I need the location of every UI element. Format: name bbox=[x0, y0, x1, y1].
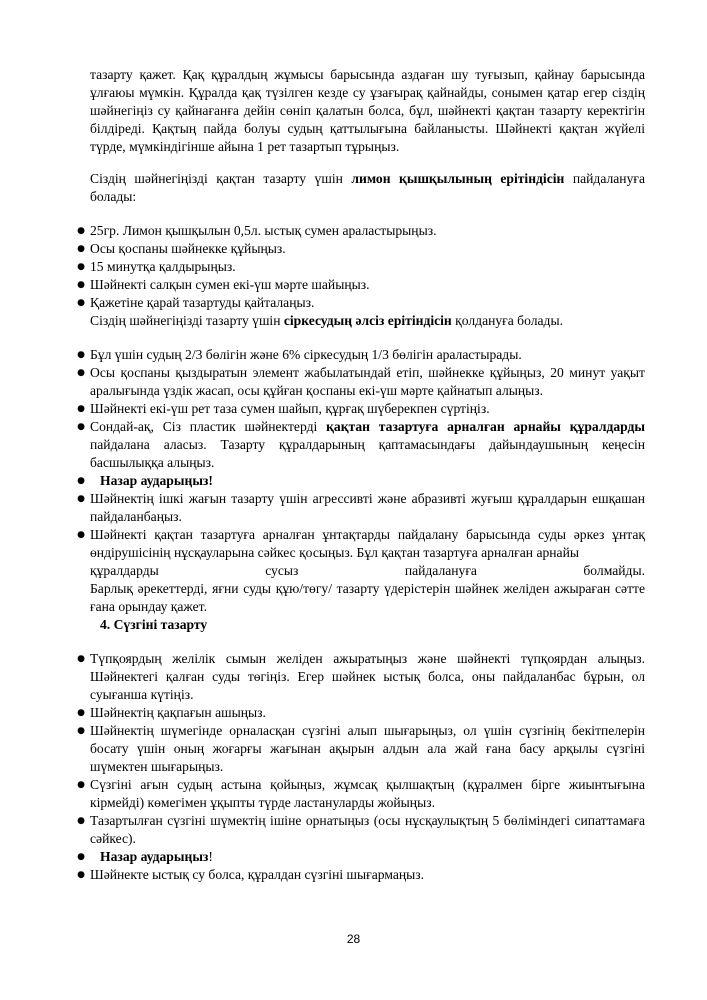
list-item: ● Сондай-ақ, Сіз пластик шәйнектерді қақтан тазартуға арналған арнайы құралдарды пайдалана аласыз. Тазарту құралдарының қаптамасындағы дайындаушының кеңесін басшылыққа алыңыз. bbox=[77, 419, 645, 470]
list-item: ● Тазартылған сүзгіні шүмектің ішіне орнатыңыз (осы нұсқаулықтың 5 бөліміндегі сипаттамаға сәйкес). bbox=[77, 813, 645, 846]
citric-steps-list bbox=[77, 222, 645, 312]
bullet-icon: ● bbox=[77, 404, 85, 414]
bullet-icon: ● bbox=[77, 298, 85, 308]
list-item: ● Түпқоярдың желілік сымын желіден ажыратыңыз және шәйнекті түпқоярдан алыңыз. Шәйнектегі қалған суды төгіңіз. Егер шәйнек ыстық болса, оны пайдаланбас бұрын, ол суығанша күтіңіз. bbox=[77, 651, 645, 702]
list-item: ● Бұл үшін судың 2/3 бөлігін және 6% сіркесудың 1/3 бөлігін араластырады. bbox=[77, 347, 522, 362]
list-item: ● Шәйнекті қақтан тазартуға арналған ұнтақтарды пайдалану барысында суды әркез ұнтақ өндірушісінің нұсқауларына сәйкес қосыңыз. Бұл қақтан тазартуға арналған арнайы құралдарды сусыз пайдалануға болмайды. Барлық әрекеттерді, яғни суды құю/төгу/ тазарту үдерістерін шәйнек желіден ажыраған сәтте ғана орындау қажет. bbox=[77, 527, 645, 614]
bullet-icon: ● bbox=[77, 244, 85, 254]
list-item: ● Қажетіне қарай тазартуды қайталаңыз. bbox=[77, 295, 315, 310]
list-item: ● 15 минутқа қалдырыңыз. bbox=[77, 259, 236, 274]
bullet-icon: ● bbox=[77, 780, 85, 790]
list-item: ● Осы қоспаны шәйнекке құйыңыз. bbox=[77, 241, 286, 256]
list-item: ● Сүзгіні ағын судың астына қойыңыз, жұмсақ қылшақтың (құралмен бірге жиынтығына кірмейді) көмегімен ұқыпты түрде ластануларды жойыңыз. bbox=[77, 777, 645, 810]
vinegar-intro: Сіздің шәйнегіңізді тазарту үшін сіркесудың әлсіз ерітіндісін қолдануға болады. bbox=[90, 313, 563, 328]
bullet-icon: ● bbox=[77, 870, 85, 880]
bullet-icon: ● bbox=[77, 368, 85, 378]
bullet-icon: ● bbox=[77, 852, 85, 862]
section-4-heading: 4. Сүзгіні тазарту bbox=[100, 617, 208, 632]
vinegar-steps-list bbox=[77, 346, 645, 616]
vinegar-term: сіркесудың әлсіз ерітіндісін bbox=[283, 313, 452, 328]
attention-label: Назар аударыңыз bbox=[100, 849, 209, 864]
bullet-icon: ● bbox=[77, 530, 85, 540]
attention-label: Назар аударыңыз! bbox=[100, 473, 213, 488]
intro-paragraph: тазарту қажет. Қақ құралдың жұмысы барысында аздаған шу туғызып, қайнау барысында ұлғаюы мүмкін. Құралда қақ түзілген кезде су ұзағырақ қайнайды, сонымен қатар егер сіздің шәйнегіңіз су қайнағанға дейін сөніп қалатын болса, бұл, шәйнекті қақтан тазарту керектігін білдіреді. Қақтың пайда болуы судың қаттылығына байланысты. Шәйнекті қақтан жүйелі түрде, мүмкіндігінше айына 1 рет тазартып тұрыңыз. bbox=[90, 67, 645, 154]
list-item: ● 25гр. Лимон қышқылын 0,5л. ыстық сумен араластырыңыз. bbox=[77, 223, 437, 238]
list-item: ● Осы қоспаны қыздыратын элемент жабылатындай етіп, шәйнекке құйыңыз, 20 минут уақыт аралығында үздік жасап, осы құйған қоспаны екі-үш мәрте қайнатып алыңыз. bbox=[77, 365, 645, 398]
citric-acid-term: лимон қышқылының ерітіндісін bbox=[351, 171, 565, 186]
citric-acid-intro: Сіздің шәйнегіңізді қақтан тазарту үшін лимон қышқылының ерітіндісін пайдалануға болады: bbox=[90, 171, 645, 204]
list-item: ● Шәйнекті екі-үш рет таза сумен шайып, құрғақ шүберекпен сүртіңіз. bbox=[77, 401, 490, 416]
list-item: ● Назар аударыңыз! bbox=[77, 849, 213, 864]
bullet-icon: ● bbox=[77, 262, 85, 272]
bullet-icon: ● bbox=[77, 494, 85, 504]
list-item: ● Шәйнектің шүмегінде орналасқан сүзгіні алып шығарыңыз, ол үшін сүзгінің бекітпелерін босату үшін оның жоғарғы жағынан ақырын алдын ала жай ғана басу арқылы сүзгіні шүмектен шығарыңыз. bbox=[77, 723, 645, 774]
bullet-icon: ● bbox=[77, 476, 85, 486]
list-item: ● Шәйнектің қақпағын ашыңыз. bbox=[77, 705, 266, 720]
descaling-products-term: қақтан тазартуға арналған арнайы құралдарды bbox=[326, 419, 645, 434]
list-item: ● Шәйнекті салқын сумен екі-үш мәрте шайыңыз. bbox=[77, 277, 370, 292]
list-item bbox=[77, 472, 645, 490]
list-item: ● Шәйнектің ішкі жағын тазарту үшін агрессивті және абразивті жуғыш құралдарын ешқашан пайдаланбаңыз. bbox=[77, 491, 645, 524]
bullet-icon: ● bbox=[77, 350, 85, 360]
document-body bbox=[77, 66, 645, 884]
bullet-icon: ● bbox=[77, 654, 85, 664]
bullet-icon: ● bbox=[77, 422, 85, 432]
bullet-icon: ● bbox=[77, 708, 85, 718]
page-number: 28 bbox=[346, 932, 361, 946]
bullet-icon: ● bbox=[77, 226, 85, 236]
filter-steps-list bbox=[77, 650, 645, 884]
bullet-icon: ● bbox=[77, 726, 85, 736]
list-item: ● Шәйнекте ыстық су болса, құралдан сүзгіні шығармаңыз. bbox=[77, 867, 425, 882]
justified-line: құралдарды сусыз пайдалануға болмайды. bbox=[90, 563, 645, 578]
bullet-icon: ● bbox=[77, 816, 85, 826]
bullet-icon: ● bbox=[77, 280, 85, 290]
